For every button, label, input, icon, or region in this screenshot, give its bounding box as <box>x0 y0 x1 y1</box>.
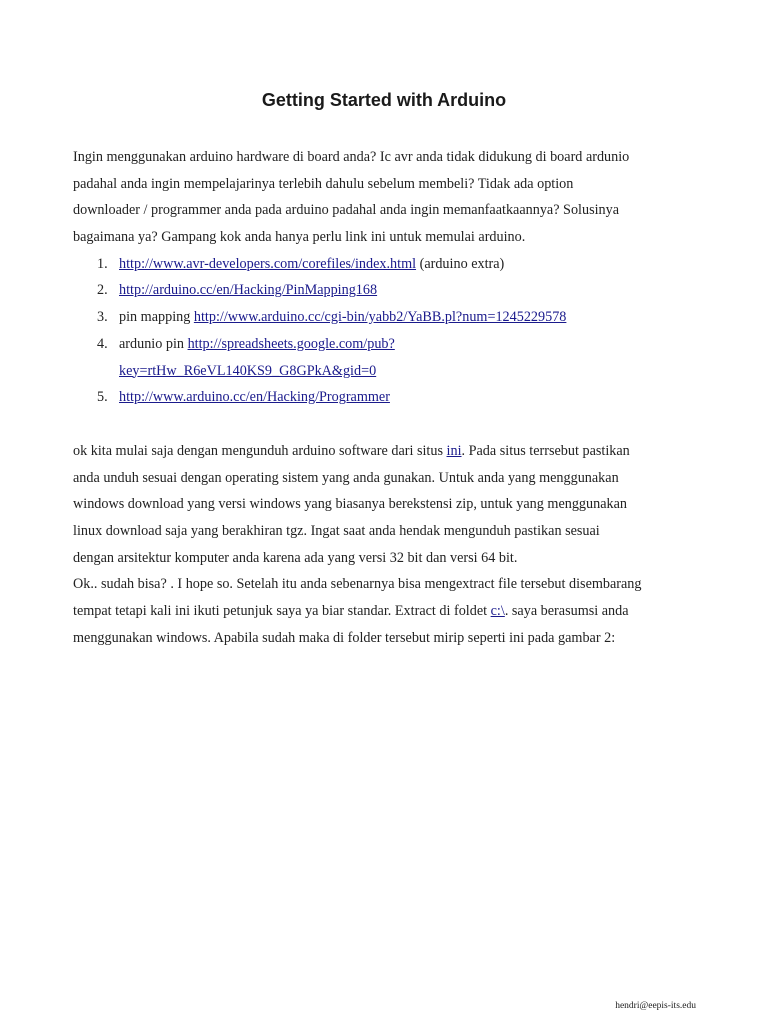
paragraph-line: menggunakan windows. Apabila sudah maka di folder tersebut mirip seperti ini pada gambar 2: <box>73 629 616 646</box>
list-number: 3. <box>97 309 108 326</box>
paragraph-line: windows download yang versi windows yang biasanya berekstensi zip, untuk yang menggunakan <box>73 496 627 513</box>
footer-email: hendri@eepis-its.edu <box>615 1001 696 1011</box>
list-prefix: ardunio pin <box>119 335 188 352</box>
list-number: 4. <box>97 335 108 352</box>
list-number: 2. <box>97 282 108 299</box>
intro-line: downloader / programmer anda pada arduino padahal anda ingin memanfaatkaannya? Solusinya <box>73 202 620 219</box>
list-item <box>73 304 701 331</box>
list-number: 1. <box>97 255 108 272</box>
page-title: Getting Started with Arduino <box>261 90 507 110</box>
paragraph-line: linux download saja yang berakhiran tgz. Ingat saat anda hendak mengunduh pastikan sesuai <box>73 522 600 539</box>
paragraph-line <box>73 438 701 465</box>
intro-line: bagaimana ya? Gampang kok anda hanya perlu link ini untuk memulai arduino. <box>73 229 526 246</box>
text-run: . Pada situs terrsebut pastikan <box>461 442 630 459</box>
link-yabb-forum[interactable]: http://www.arduino.cc/cgi-bin/yabb2/YaBB.pl?num=1245229578 <box>193 309 567 326</box>
paragraph-line: dengan arsitektur komputer anda karena ada yang versi 32 bit dan versi 64 bit. <box>73 549 518 566</box>
intro-paragraph <box>73 144 701 251</box>
list-suffix: (arduino extra) <box>416 255 505 272</box>
list-item <box>73 277 701 304</box>
link-pin-mapping-168[interactable]: http://arduino.cc/en/Hacking/PinMapping168 <box>119 282 378 299</box>
link-programmer[interactable]: http://www.arduino.cc/en/Hacking/Programmer <box>119 389 390 406</box>
intro-line: padahal anda ingin mempelajarinya terlebih dahulu sebelum membeli? Tidak ada option <box>73 175 574 192</box>
paragraph-gap <box>73 411 701 438</box>
list-item <box>73 384 701 411</box>
text-run: . saya berasumsi anda <box>504 603 629 619</box>
extract-paragraph <box>73 571 701 651</box>
list-prefix: pin mapping <box>119 309 194 326</box>
download-paragraph <box>73 438 701 571</box>
paragraph-line: Ok.. sudah bisa? . I hope so. Setelah itu anda sebenarnya bisa mengextract file tersebut disembarang <box>73 576 642 593</box>
link-ini[interactable]: ini <box>446 442 462 459</box>
list-item-line <box>119 358 701 385</box>
link-avr-developers[interactable]: http://www.avr-developers.com/corefiles/index.html <box>119 255 417 272</box>
intro-line: Ingin menggunakan arduino hardware di board anda? Ic avr anda tidak didukung di board ardunio <box>73 149 630 165</box>
list-number: 5. <box>97 389 108 406</box>
list-item <box>73 251 701 278</box>
text-run: ok kita mulai saja dengan mengunduh arduino software dari situs <box>73 442 447 459</box>
text-run: tempat tetapi kali ini ikuti petunjuk saya ya biar standar. Extract di foldet <box>73 603 491 619</box>
paragraph-line: anda unduh sesuai dengan operating sistem yang anda gunakan. Untuk anda yang menggunakan <box>73 469 619 486</box>
list-item-line <box>119 331 701 358</box>
link-spreadsheet[interactable]: http://spreadsheets.google.com/pub? <box>187 335 395 352</box>
document-body <box>73 144 701 651</box>
list-item <box>73 331 701 384</box>
paragraph-line <box>73 598 701 625</box>
resource-link-list <box>73 251 701 411</box>
link-c-drive[interactable]: c:\ <box>490 603 505 619</box>
link-spreadsheet-continued[interactable]: key=rtHw_R6eVL140KS9_G8GPkA&gid=0 <box>119 362 377 379</box>
